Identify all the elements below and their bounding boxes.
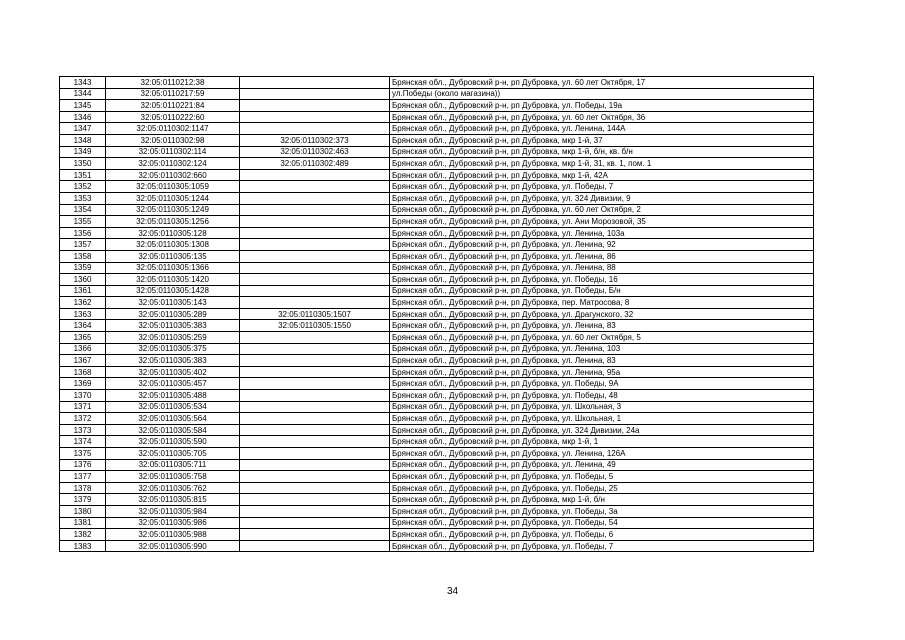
address-cell: Брянская обл., Дубровский р-н, рп Дубровка, ул. Школьная, 3: [390, 401, 814, 413]
row-number-cell: 1360: [60, 274, 106, 286]
row-number-cell: 1365: [60, 332, 106, 344]
address-cell: Брянская обл., Дубровский р-н, рп Дубровка, ул. Ленина, 83: [390, 355, 814, 367]
address-cell: Брянская обл., Дубровский р-н, рп Дубровка, ул. Ленина, 144А: [390, 123, 814, 135]
cadastral-number-cell: 32:05:0110305:1244: [106, 192, 240, 204]
address-cell: Брянская обл., Дубровский р-н, рп Дубровка, ул. Победы, 3а: [390, 505, 814, 517]
related-cadastral-number-cell: [240, 181, 390, 193]
cadastral-number-cell: 32:05:0110305:1308: [106, 239, 240, 251]
table-row: [60, 216, 814, 228]
row-number-cell: 1369: [60, 378, 106, 390]
row-number-cell: 1372: [60, 413, 106, 425]
row-number-cell: 1377: [60, 471, 106, 483]
table-row: [60, 505, 814, 517]
table-row: [60, 343, 814, 355]
row-number-cell: 1358: [60, 250, 106, 262]
cadastral-number-cell: 32:05:0110305:986: [106, 517, 240, 529]
table-row: [60, 413, 814, 425]
address-cell: Брянская обл., Дубровский р-н, рп Дубровка, ул. Драгунского, 32: [390, 308, 814, 320]
table-row: [60, 181, 814, 193]
row-number-cell: 1346: [60, 111, 106, 123]
related-cadastral-number-cell: [240, 448, 390, 460]
cadastral-number-cell: 32:05:0110305:259: [106, 332, 240, 344]
row-number-cell: 1380: [60, 505, 106, 517]
cadastral-number-cell: 32:05:0110302:98: [106, 134, 240, 146]
row-number-cell: 1348: [60, 134, 106, 146]
table-row: [60, 158, 814, 170]
row-number-cell: 1352: [60, 181, 106, 193]
cadastral-number-cell: 32:05:0110305:1256: [106, 216, 240, 228]
cadastral-number-cell: 32:05:0110305:762: [106, 482, 240, 494]
related-cadastral-number-cell: [240, 459, 390, 471]
table-row: [60, 100, 814, 112]
table-row: [60, 192, 814, 204]
address-cell: Брянская обл., Дубровский р-н, рп Дубровка, ул. Ленина, 103а: [390, 227, 814, 239]
cadastral-number-cell: 32:05:0110305:143: [106, 297, 240, 309]
address-cell: Брянская обл., Дубровский р-н, рп Дубровка, пер. Матросова, 8: [390, 297, 814, 309]
table-row: [60, 227, 814, 239]
table-row: [60, 308, 814, 320]
address-cell: Брянская обл., Дубровский р-н, рп Дубровка, ул. 60 лет Октября, 5: [390, 332, 814, 344]
address-cell: Брянская обл., Дубровский р-н, рп Дубровка, ул. Победы, 7: [390, 540, 814, 552]
related-cadastral-number-cell: [240, 239, 390, 251]
row-number-cell: 1379: [60, 494, 106, 506]
related-cadastral-number-cell: 32:05:0110302:373: [240, 134, 390, 146]
address-cell: Брянская обл., Дубровский р-н, рп Дубровка, ул. 60 лет Октября, 17: [390, 77, 814, 89]
table-row: [60, 262, 814, 274]
cadastral-number-cell: 32:05:0110305:564: [106, 413, 240, 425]
row-number-cell: 1374: [60, 436, 106, 448]
related-cadastral-number-cell: 32:05:0110302:463: [240, 146, 390, 158]
cadastral-number-cell: 32:05:0110302:114: [106, 146, 240, 158]
related-cadastral-number-cell: [240, 505, 390, 517]
address-cell: Брянская обл., Дубровский р-н, рп Дубровка, ул. 60 лет Октября, 2: [390, 204, 814, 216]
address-cell: Брянская обл., Дубровский р-н, рп Дубровка, ул. Победы, 54: [390, 517, 814, 529]
cadastral-number-cell: 32:05:0110305:990: [106, 540, 240, 552]
address-cell: Брянская обл., Дубровский р-н, рп Дубровка, мкр 1-й, б/н: [390, 494, 814, 506]
cadastral-number-cell: 32:05:0110221:84: [106, 100, 240, 112]
related-cadastral-number-cell: [240, 77, 390, 89]
related-cadastral-number-cell: 32:05:0110305:1550: [240, 320, 390, 332]
address-cell: Брянская обл., Дубровский р-н, рп Дубровка, ул. Победы, 48: [390, 390, 814, 402]
cadastral-number-cell: 32:05:0110305:383: [106, 320, 240, 332]
address-cell: Брянская обл., Дубровский р-н, рп Дубровка, ул. 324 Дивизии, 24а: [390, 424, 814, 436]
table-row: [60, 494, 814, 506]
address-cell: Брянская обл., Дубровский р-н, рп Дубровка, ул. Ани Морозовой, 35: [390, 216, 814, 228]
related-cadastral-number-cell: [240, 482, 390, 494]
address-cell: Брянская обл., Дубровский р-н, рп Дубровка, ул. Ленина, 95а: [390, 366, 814, 378]
row-number-cell: 1343: [60, 77, 106, 89]
related-cadastral-number-cell: [240, 390, 390, 402]
cadastral-number-cell: 32:05:0110305:711: [106, 459, 240, 471]
cadastral-number-cell: 32:05:0110305:988: [106, 529, 240, 541]
row-number-cell: 1366: [60, 343, 106, 355]
related-cadastral-number-cell: [240, 100, 390, 112]
address-cell: Брянская обл., Дубровский р-н, рп Дубровка, ул. 324 Дивизии, 9: [390, 192, 814, 204]
related-cadastral-number-cell: [240, 204, 390, 216]
row-number-cell: 1356: [60, 227, 106, 239]
related-cadastral-number-cell: [240, 227, 390, 239]
cadastral-number-cell: 32:05:0110305:128: [106, 227, 240, 239]
cadastral-number-cell: 32:05:0110305:457: [106, 378, 240, 390]
cadastral-number-cell: 32:05:0110305:135: [106, 250, 240, 262]
table-row: [60, 517, 814, 529]
related-cadastral-number-cell: [240, 413, 390, 425]
table-row: [60, 77, 814, 89]
table-row: [60, 239, 814, 251]
related-cadastral-number-cell: [240, 123, 390, 135]
table-row: [60, 134, 814, 146]
related-cadastral-number-cell: [240, 424, 390, 436]
row-number-cell: 1357: [60, 239, 106, 251]
cadastral-number-cell: 32:05:0110217:59: [106, 88, 240, 100]
related-cadastral-number-cell: 32:05:0110305:1507: [240, 308, 390, 320]
address-cell: Брянская обл., Дубровский р-н, рп Дубровка, ул. Школьная, 1: [390, 413, 814, 425]
table-row: [60, 250, 814, 262]
row-number-cell: 1349: [60, 146, 106, 158]
table-row: [60, 378, 814, 390]
address-cell: Брянская обл., Дубровский р-н, рп Дубровка, ул. Победы, 6: [390, 529, 814, 541]
table-row: [60, 390, 814, 402]
row-number-cell: 1383: [60, 540, 106, 552]
cadastral-number-cell: 32:05:0110305:984: [106, 505, 240, 517]
cadastral-number-cell: 32:05:0110305:705: [106, 448, 240, 460]
address-cell: Брянская обл., Дубровский р-н, рп Дубровка, ул. Победы, 19а: [390, 100, 814, 112]
cadastral-number-cell: 32:05:0110305:1249: [106, 204, 240, 216]
row-number-cell: 1350: [60, 158, 106, 170]
row-number-cell: 1355: [60, 216, 106, 228]
cadastral-number-cell: 32:05:0110212:38: [106, 77, 240, 89]
address-cell: Брянская обл., Дубровский р-н, рп Дубровка, ул. Ленина, 88: [390, 262, 814, 274]
table-row: [60, 540, 814, 552]
address-cell: Брянская обл., Дубровский р-н, рп Дубровка, мкр 1-й, 42А: [390, 169, 814, 181]
table-row: [60, 355, 814, 367]
related-cadastral-number-cell: [240, 332, 390, 344]
related-cadastral-number-cell: [240, 517, 390, 529]
address-cell: Брянская обл., Дубровский р-н, рп Дубровка, ул. Победы, 9А: [390, 378, 814, 390]
related-cadastral-number-cell: [240, 285, 390, 297]
table-row: [60, 332, 814, 344]
cadastral-number-cell: 32:05:0110305:758: [106, 471, 240, 483]
related-cadastral-number-cell: [240, 192, 390, 204]
row-number-cell: 1371: [60, 401, 106, 413]
registry-table: [59, 76, 814, 552]
row-number-cell: 1359: [60, 262, 106, 274]
cadastral-number-cell: 32:05:0110302:124: [106, 158, 240, 170]
address-cell: Брянская обл., Дубровский р-н, рп Дубровка, ул. Ленина, 83: [390, 320, 814, 332]
row-number-cell: 1381: [60, 517, 106, 529]
cadastral-number-cell: 32:05:0110305:375: [106, 343, 240, 355]
cadastral-number-cell: 32:05:0110305:534: [106, 401, 240, 413]
address-cell: Брянская обл., Дубровский р-н, рп Дубровка, ул. 60 лет Октября, 36: [390, 111, 814, 123]
table-row: [60, 482, 814, 494]
related-cadastral-number-cell: [240, 529, 390, 541]
address-cell: Брянская обл., Дубровский р-н, рп Дубровка, мкр 1-й, б/н, кв. б/н: [390, 146, 814, 158]
table-row: [60, 401, 814, 413]
address-cell: Брянская обл., Дубровский р-н, рп Дубровка, ул. Победы, 5: [390, 471, 814, 483]
page-number: 34: [446, 586, 459, 597]
table-row: [60, 366, 814, 378]
address-cell: Брянская обл., Дубровский р-н, рп Дубровка, ул. Ленина, 103: [390, 343, 814, 355]
cadastral-number-cell: 32:05:0110305:402: [106, 366, 240, 378]
related-cadastral-number-cell: [240, 262, 390, 274]
related-cadastral-number-cell: [240, 436, 390, 448]
related-cadastral-number-cell: [240, 540, 390, 552]
table-row: [60, 320, 814, 332]
cadastral-number-cell: 32:05:0110305:584: [106, 424, 240, 436]
row-number-cell: 1363: [60, 308, 106, 320]
address-cell: Брянская обл., Дубровский р-н, рп Дубровка, мкр 1-й, 1: [390, 436, 814, 448]
related-cadastral-number-cell: [240, 216, 390, 228]
address-cell: Брянская обл., Дубровский р-н, рп Дубровка, мкр 1-й, 37: [390, 134, 814, 146]
cadastral-number-cell: 32:05:0110305:815: [106, 494, 240, 506]
table-row: [60, 146, 814, 158]
table-row: [60, 297, 814, 309]
row-number-cell: 1345: [60, 100, 106, 112]
row-number-cell: 1364: [60, 320, 106, 332]
address-cell: Брянская обл., Дубровский р-н, рп Дубровка, ул. Ленина, 49: [390, 459, 814, 471]
row-number-cell: 1368: [60, 366, 106, 378]
table-row: [60, 471, 814, 483]
related-cadastral-number-cell: [240, 111, 390, 123]
address-cell: ул.Победы (около магазина)): [390, 88, 814, 100]
table-row: [60, 111, 814, 123]
address-cell: Брянская обл., Дубровский р-н, рп Дубровка, ул. Победы, 7: [390, 181, 814, 193]
cadastral-number-cell: 32:05:0110305:1366: [106, 262, 240, 274]
address-cell: Брянская обл., Дубровский р-н, рп Дубровка, ул. Ленина, 86: [390, 250, 814, 262]
cadastral-number-cell: 32:05:0110305:1420: [106, 274, 240, 286]
related-cadastral-number-cell: 32:05:0110302:489: [240, 158, 390, 170]
cadastral-number-cell: 32:05:0110305:488: [106, 390, 240, 402]
row-number-cell: 1354: [60, 204, 106, 216]
cadastral-number-cell: 32:05:0110305:289: [106, 308, 240, 320]
cadastral-number-cell: 32:05:0110302:1147: [106, 123, 240, 135]
row-number-cell: 1362: [60, 297, 106, 309]
table-row: [60, 123, 814, 135]
row-number-cell: 1344: [60, 88, 106, 100]
cadastral-number-cell: 32:05:0110222:60: [106, 111, 240, 123]
table-row: [60, 436, 814, 448]
row-number-cell: 1376: [60, 459, 106, 471]
table-row: [60, 459, 814, 471]
row-number-cell: 1347: [60, 123, 106, 135]
table-row: [60, 88, 814, 100]
registry-table-body: [60, 77, 814, 552]
related-cadastral-number-cell: [240, 169, 390, 181]
address-cell: Брянская обл., Дубровский р-н, рп Дубровка, ул. Победы, 25: [390, 482, 814, 494]
table-row: [60, 448, 814, 460]
row-number-cell: 1382: [60, 529, 106, 541]
related-cadastral-number-cell: [240, 401, 390, 413]
related-cadastral-number-cell: [240, 274, 390, 286]
related-cadastral-number-cell: [240, 471, 390, 483]
table-row: [60, 274, 814, 286]
related-cadastral-number-cell: [240, 366, 390, 378]
related-cadastral-number-cell: [240, 343, 390, 355]
row-number-cell: 1353: [60, 192, 106, 204]
related-cadastral-number-cell: [240, 355, 390, 367]
cadastral-number-cell: 32:05:0110305:590: [106, 436, 240, 448]
related-cadastral-number-cell: [240, 378, 390, 390]
table-row: [60, 529, 814, 541]
address-cell: Брянская обл., Дубровский р-н, рп Дубровка, ул. Ленина, 92: [390, 239, 814, 251]
related-cadastral-number-cell: [240, 250, 390, 262]
related-cadastral-number-cell: [240, 297, 390, 309]
address-cell: Брянская обл., Дубровский р-н, рп Дубровка, ул. Победы, Б/н: [390, 285, 814, 297]
cadastral-number-cell: 32:05:0110302:660: [106, 169, 240, 181]
row-number-cell: 1361: [60, 285, 106, 297]
address-cell: Брянская обл., Дубровский р-н, рп Дубровка, ул. Победы, 16: [390, 274, 814, 286]
row-number-cell: 1351: [60, 169, 106, 181]
table-row: [60, 285, 814, 297]
related-cadastral-number-cell: [240, 88, 390, 100]
table-row: [60, 204, 814, 216]
row-number-cell: 1375: [60, 448, 106, 460]
cadastral-number-cell: 32:05:0110305:1428: [106, 285, 240, 297]
cadastral-number-cell: 32:05:0110305:383: [106, 355, 240, 367]
cadastral-number-cell: 32:05:0110305:1059: [106, 181, 240, 193]
address-cell: Брянская обл., Дубровский р-н, рп Дубровка, ул. Ленина, 126А: [390, 448, 814, 460]
row-number-cell: 1367: [60, 355, 106, 367]
row-number-cell: 1373: [60, 424, 106, 436]
related-cadastral-number-cell: [240, 494, 390, 506]
row-number-cell: 1378: [60, 482, 106, 494]
address-cell: Брянская обл., Дубровский р-н, рп Дубровка, мкр 1-й, 31, кв. 1, пом. 1: [390, 158, 814, 170]
table-row: [60, 169, 814, 181]
row-number-cell: 1370: [60, 390, 106, 402]
table-row: [60, 424, 814, 436]
